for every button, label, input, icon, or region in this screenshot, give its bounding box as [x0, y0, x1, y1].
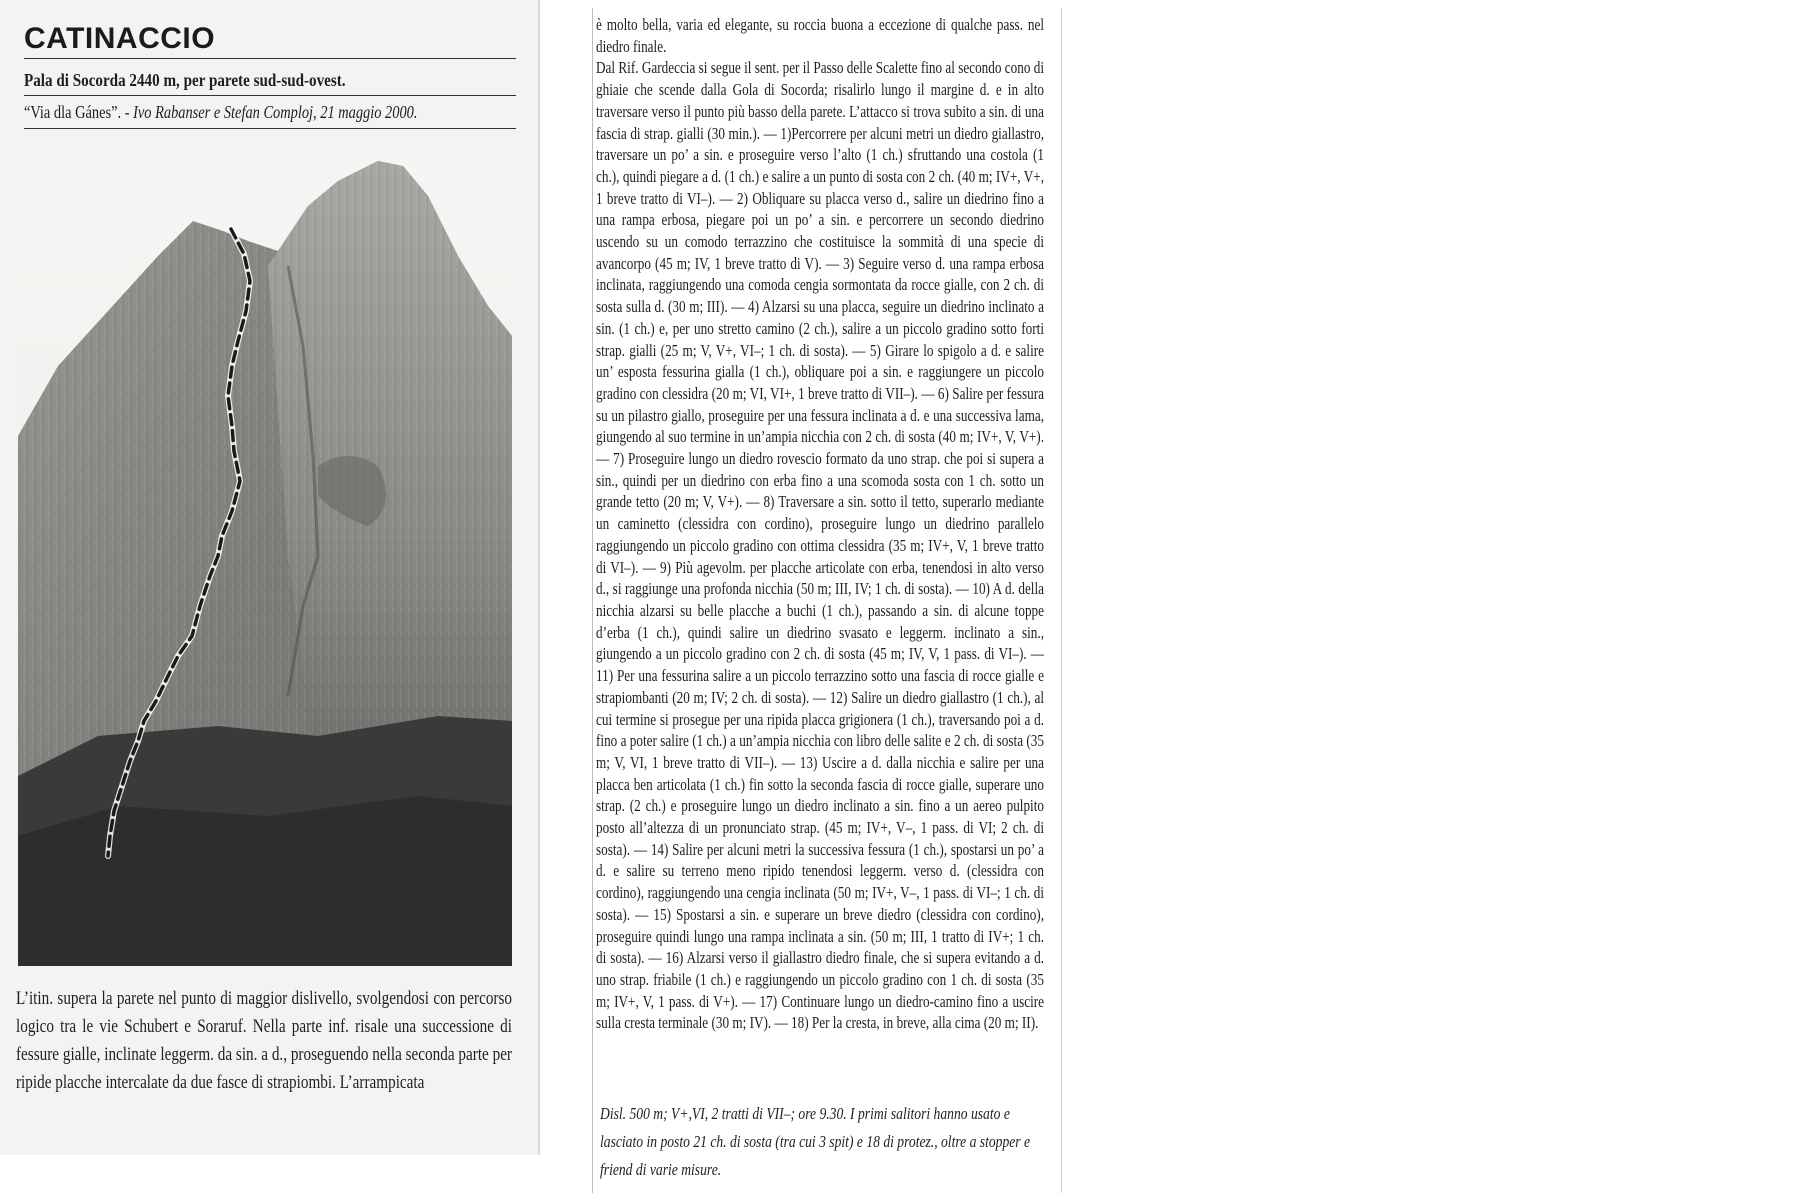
intro-paragraph: è molto bella, varia ed elegante, su roccia buona a eccezione di qualche pass. nel diedro finale.: [596, 15, 1044, 56]
page-heading: CATINACCIO: [24, 22, 216, 55]
route-description-text: [596, 14, 1044, 1034]
description-paragraph: Dal Rif. Gardeccia si segue il sent. per il Passo delle Scalette fino al secondo cono di ghiaie che scende dalla Gola di Socorda; risalirlo lungo il margine d. e in alto traversare verso il punto più basso della parete. L’attacco si trova subito a sin. di una fascia di strap. gialli (30 min.). — 1)Percorrere per alcuni metri un diedro giallastro, traversare un po’ a sin. e proseguire verso l’alto (1 ch.) sfruttando una costola (1 ch.), quindi piegare a d. (1 ch.) e salire a un punto di sosta con 2 ch. (40 m; IV+, V+, 1 breve tratto di VI–). — 2) Obliquare su placca verso d., salire un diedrino fino a una rampa erbosa, piegare poi un po’ a sin. e percorrere un secondo diedrino uscendo su un comodo terrazzino che costituisce la sommità di una specie di avancorpo (45 m; IV, 1 breve tratto di V). — 3) Seguire verso d. una rampa erbosa inclinata, raggiungendo una comoda cengia sormontata da rocce gialle, con 2 ch. di sosta sulla d. (30 m; III). — 4) Alzarsi su una placca, seguire un diedrino inclinato a sin. (1 ch.) e, per uno stretto camino (2 ch.), salire a un piccolo gradino sotto forti strap. gialli (25 m; V, V+, VI–; 1 ch. di sosta). — 5) Girare lo spigolo a d. e salire un’ esposta fessurina gialla (1 ch.), obliquare poi a sin. e raggiungere un piccolo gradino con clessidra (20 m; VI, VI+, 1 breve tratto di VII–). — 6) Salire per fessura su un pilastro giallo, proseguire per una fessura inclinata a d. e una successiva lama, giungendo al suo termine in un’ampia nicchia con 2 ch. di sosta (40 m; IV+, V, V+). — 7) Proseguire lungo un diedro rovescio formato da uno strap. che poi si supera a sin., quindi per un diedrino con erba fino a una scomoda sosta con 1 ch. sotto un grande tetto (20 m; V, V+). — 8) Traversare a sin. sotto il tetto, superarlo mediante un caminetto (clessidra con cordino), proseguire lungo un diedrino parallelo raggiungendo un piccolo gradino con ottima clessidra (35 m; IV+, V, 1 breve tratto di VI–). — 9) Più agevolm. per placche articolate con erba, tenendosi in alto verso d., si raggiunge una profonda nicchia (50 m; III, IV; 1 ch. di sosta). — 10) A d. della nicchia alzarsi su belle placche a buchi (1 ch.), passando a sin. di alcune toppe d’erba (1 ch.), quindi salire un diedrino svasato e leggerm. inclinato a sin., giungendo a un piccolo gradino con 2 ch. di sosta (45 m; IV, V, 1 pass. di VI–). — 11) Per una fessurina salire a un piccolo terrazzino sotto una fascia di rocce gialle e strapiombanti (20 m; IV; 2 ch. di sosta). — 12) Salire un diedro giallastro (1 ch.), al cui termine si prosegue per una ripida placca grigionera (1 ch.), traversando poi a d. fino a poter salire (1 ch.) a un’ampia nicchia con libro delle salite e 2 ch. di sosta (35 m; V, VI, 1 breve tratto di VII–). — 13) Uscire a d. dalla nicchia e salire per una placca ben articolata (1 ch.) fin sotto la seconda fascia di rocce gialle, superare uno strap. (2 ch.) e proseguire lungo un diedro inclinato a sin. fino a un aereo pulpito posto all’altezza di un pronunciato strap. (45 m; IV+, V–, 1 pass. di VI; 2 ch. di sosta). — 14) Salire per alcuni metri la successiva fessura (1 ch.), spostarsi un po’ a d. e salire su terreno meno ripido tenendosi leggerm. verso d. (clessidra con cordino), raggiungendo una cengia inclinata (50 m; IV+, V–, 1 pass. di VI–; 1 ch. di sosta). — 15) Spostarsi a sin. e superare un breve diedro (clessidra con cordino), proseguire quindi lungo una rampa inclinata a sin. (50 m; III, 1 tratto di IV+; 1 ch. di sosta). — 16) Alzarsi verso il giallastro diedro finale, che si supera evitando a d. uno strap. friabile (1 ch.) e raggiungendo un piccolo gradino con 1 ch. di sosta (35 m; IV+, V, 1 pass. di V+). — 17) Continuare lungo un diedro-camino fino a uscire sulla cresta terminale (30 m; IV). — 18) Per la cresta, in breve, alla cima (20 m; II).: [596, 58, 1044, 1033]
route-summary-footnote: Disl. 500 m; V+,VI, 2 tratti di VII–; ore 9.30. I primi salitori hanno usato e lasciato in posto 21 ch. di sosta (tra cui 3 spit) e 18 di protez., oltre a stopper e friend di varie misure.: [600, 1104, 1031, 1179]
mountain-photo: [18, 136, 512, 966]
left-page: [0, 0, 538, 1155]
route-title: “Via dla Gánes”. -: [24, 102, 130, 122]
route-caption: L’itin. supera la parete nel punto di maggior dislivello, svolgendosi con percorso logico tra le vie Schubert e Soraruf. Nella parte inf. risale una successione di fessure gialle, inclinate leggerm. da sin. a d., proseguendo nella seconda parte per ripide placche intercalate da due fasce di strapiombi. L’arrampicata: [16, 988, 512, 1093]
subtitle-rule: [24, 128, 516, 129]
route-name: Pala di Socorda 2440 m, per parete sud-sud-ovest.: [24, 70, 346, 90]
route-rule: [24, 95, 516, 96]
heading-rule: [24, 58, 516, 59]
route-subtitle: [24, 102, 472, 123]
route-authors: Ivo Rabanser e Stefan Comploj, 21 maggio 2000.: [129, 102, 418, 122]
